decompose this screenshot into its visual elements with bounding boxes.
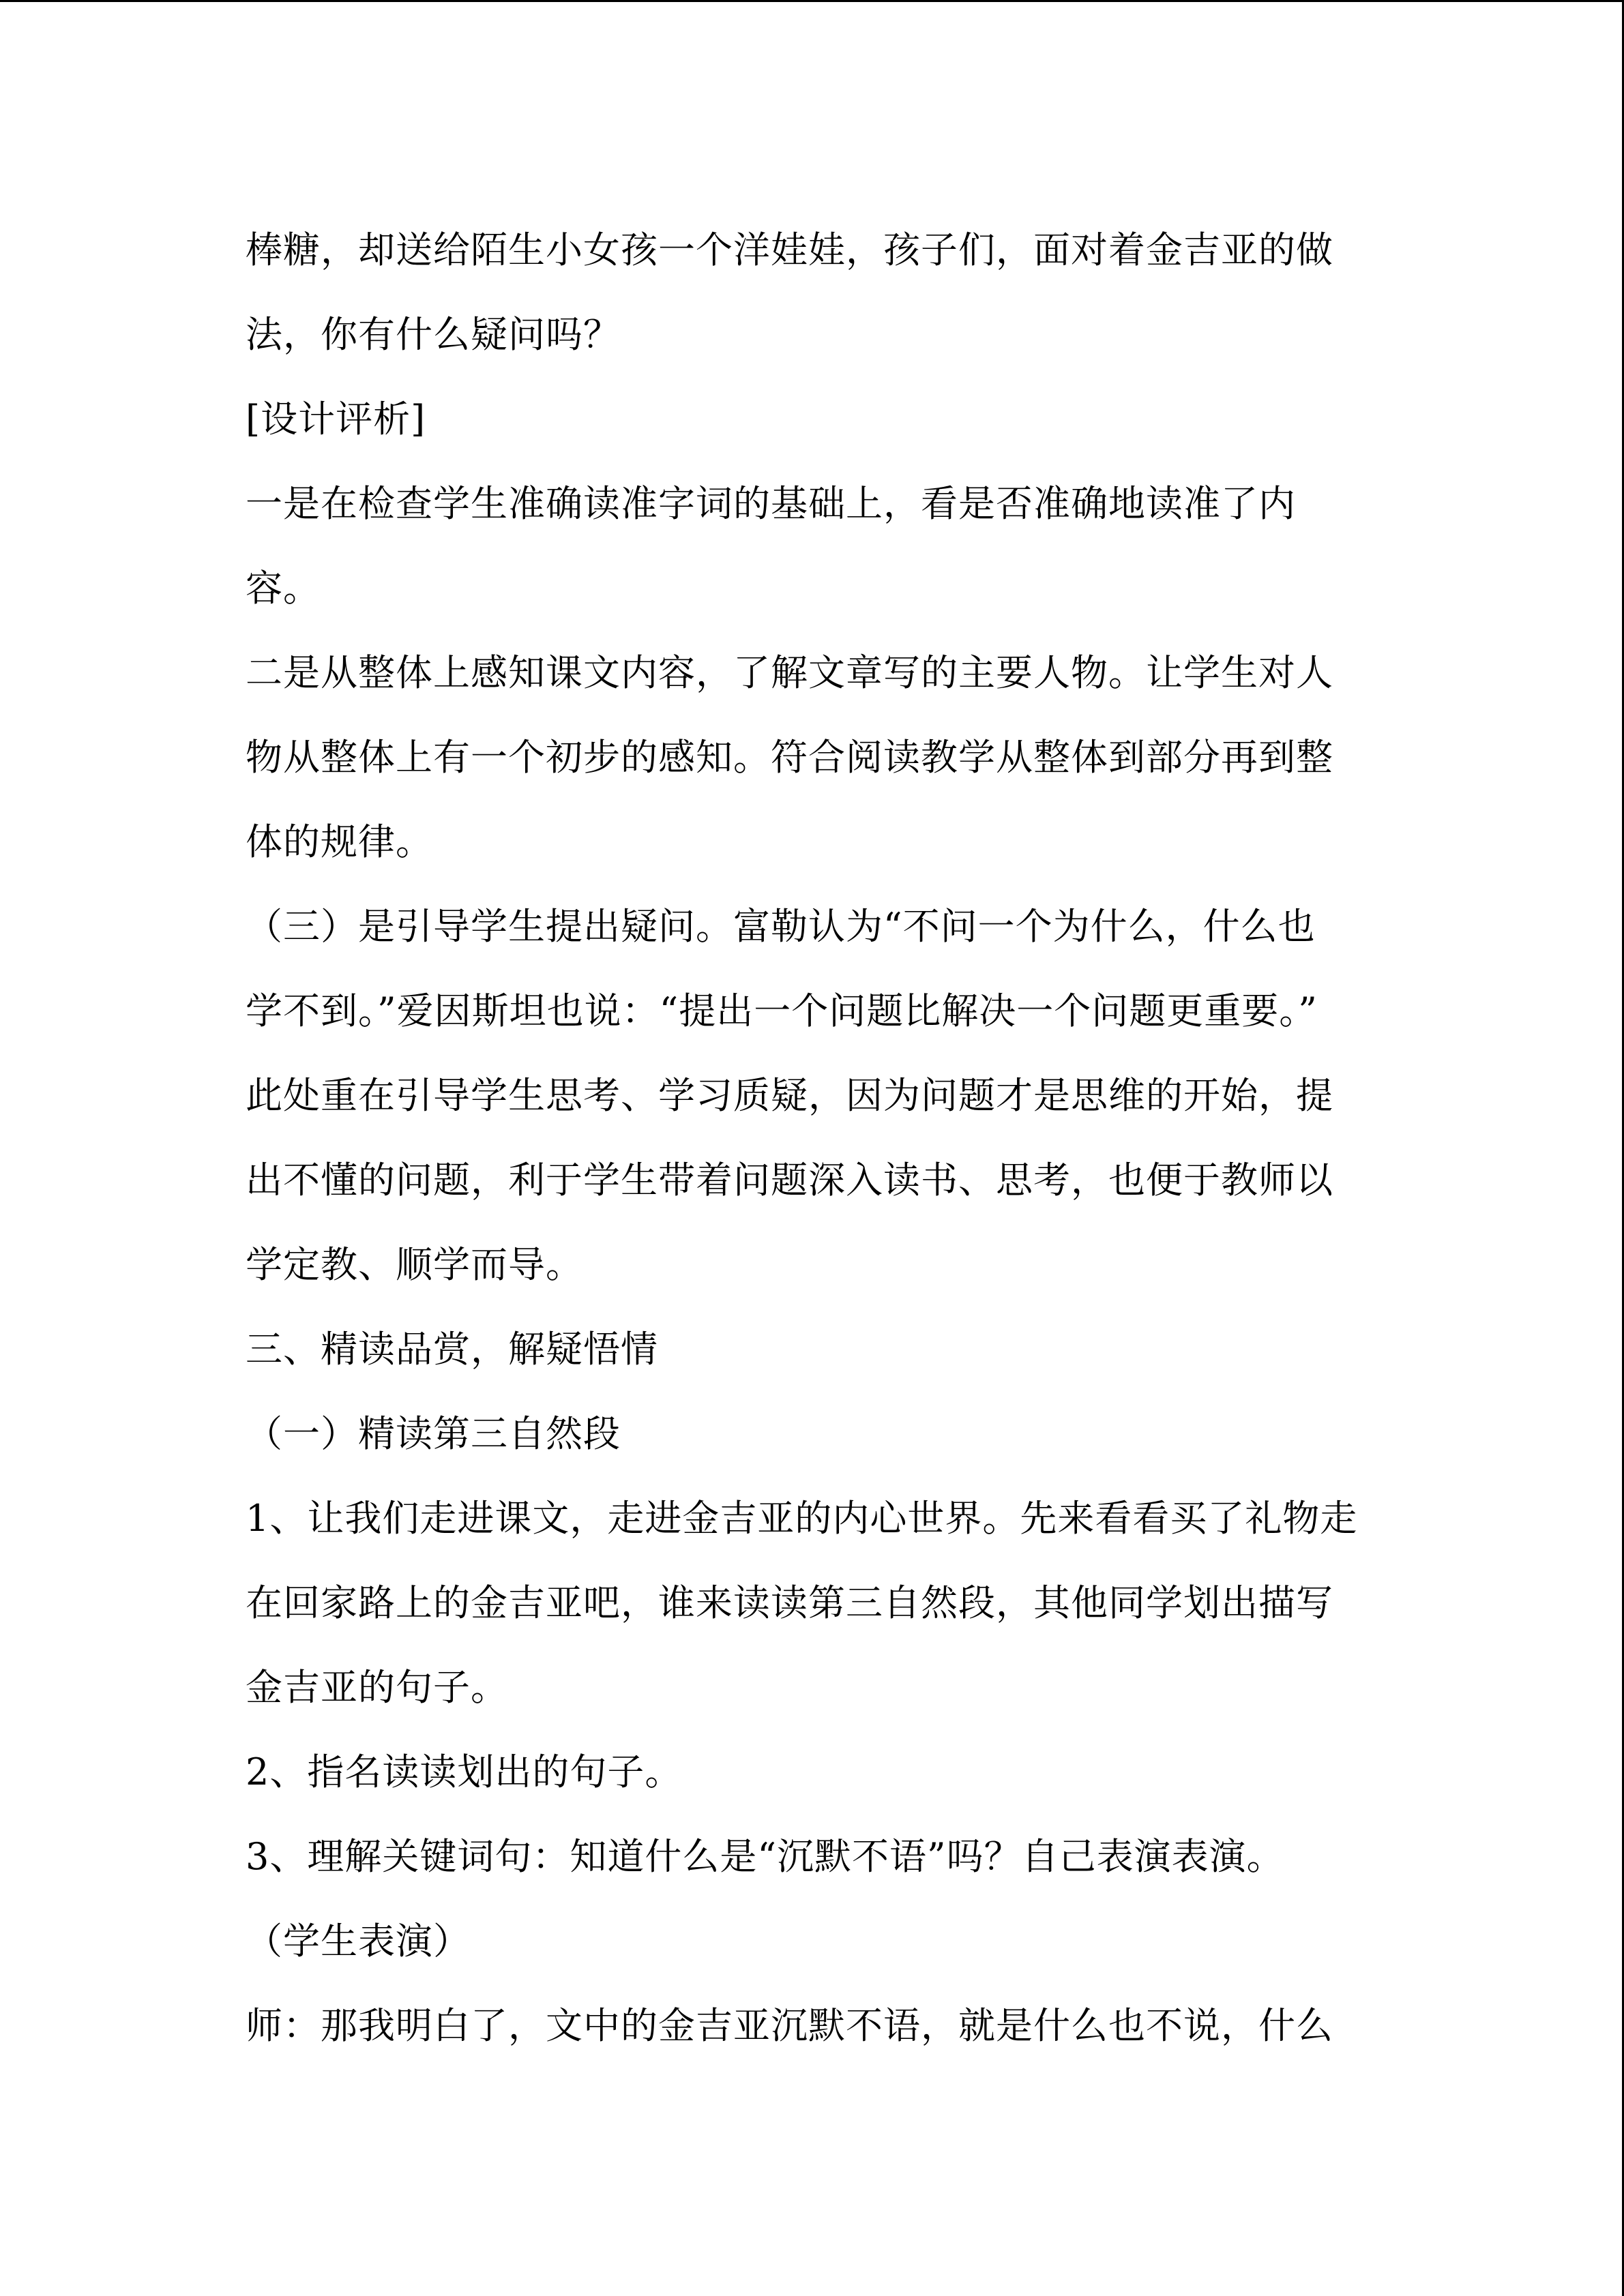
text-line: 3、理解关键词句：知道什么是“沉默不语”吗？自己表演表演。 — [246, 1835, 1284, 1878]
text-line: 法，你有什么疑问吗？ — [246, 313, 621, 356]
section-heading: 三、精读品赏，解疑悟情 — [246, 1328, 658, 1371]
page-top-border — [0, 0, 1624, 2]
text-line: （三）是引导学生提出疑问。富勒认为“不问一个为什么，什么也 — [246, 905, 1316, 948]
text-line: 学定教、顺学而导。 — [246, 1243, 583, 1286]
text-line: 2、指名读读划出的句子。 — [246, 1750, 683, 1793]
text-line: 师：那我明白了，文中的金吉亚沉默不语，就是什么也不说，什么 — [246, 2004, 1333, 2047]
text-line: 在回家路上的金吉亚吧，谁来读读第三自然段，其他同学划出描写 — [246, 1581, 1333, 1624]
text-line: 棒糖，却送给陌生小女孩一个洋娃娃，孩子们，面对着金吉亚的做 — [246, 228, 1333, 271]
text-line: 金吉亚的句子。 — [246, 1666, 508, 1709]
text-line: 体的规律。 — [246, 820, 433, 863]
text-line: 学不到。”爱因斯坦也说：“提出一个问题比解决一个问题更重要。” — [246, 989, 1318, 1032]
text-line: 1、让我们走进课文，走进金吉亚的内心世界。先来看看买了礼物走 — [246, 1497, 1358, 1540]
text-line: （学生表演） — [246, 1920, 471, 1963]
document-page — [246, 208, 1391, 2068]
subsection-heading: （一）精读第三自然段 — [246, 1412, 621, 1455]
text-line: 二是从整体上感知课文内容，了解文章写的主要人物。让学生对人 — [246, 651, 1333, 694]
text-line: 出不懂的问题，利于学生带着问题深入读书、思考，也便于教师以 — [246, 1159, 1333, 1202]
text-line: 容。 — [246, 567, 321, 610]
text-line: 此处重在引导学生思考、学习质疑，因为问题才是思维的开始，提 — [246, 1074, 1333, 1117]
text-line: 物从整体上有一个初步的感知。符合阅读教学从整体到部分再到整 — [246, 736, 1333, 779]
section-heading: [设计评析] — [246, 398, 426, 441]
text-line: 一是在检查学生准确读准字词的基础上，看是否准确地读准了内 — [246, 482, 1296, 525]
